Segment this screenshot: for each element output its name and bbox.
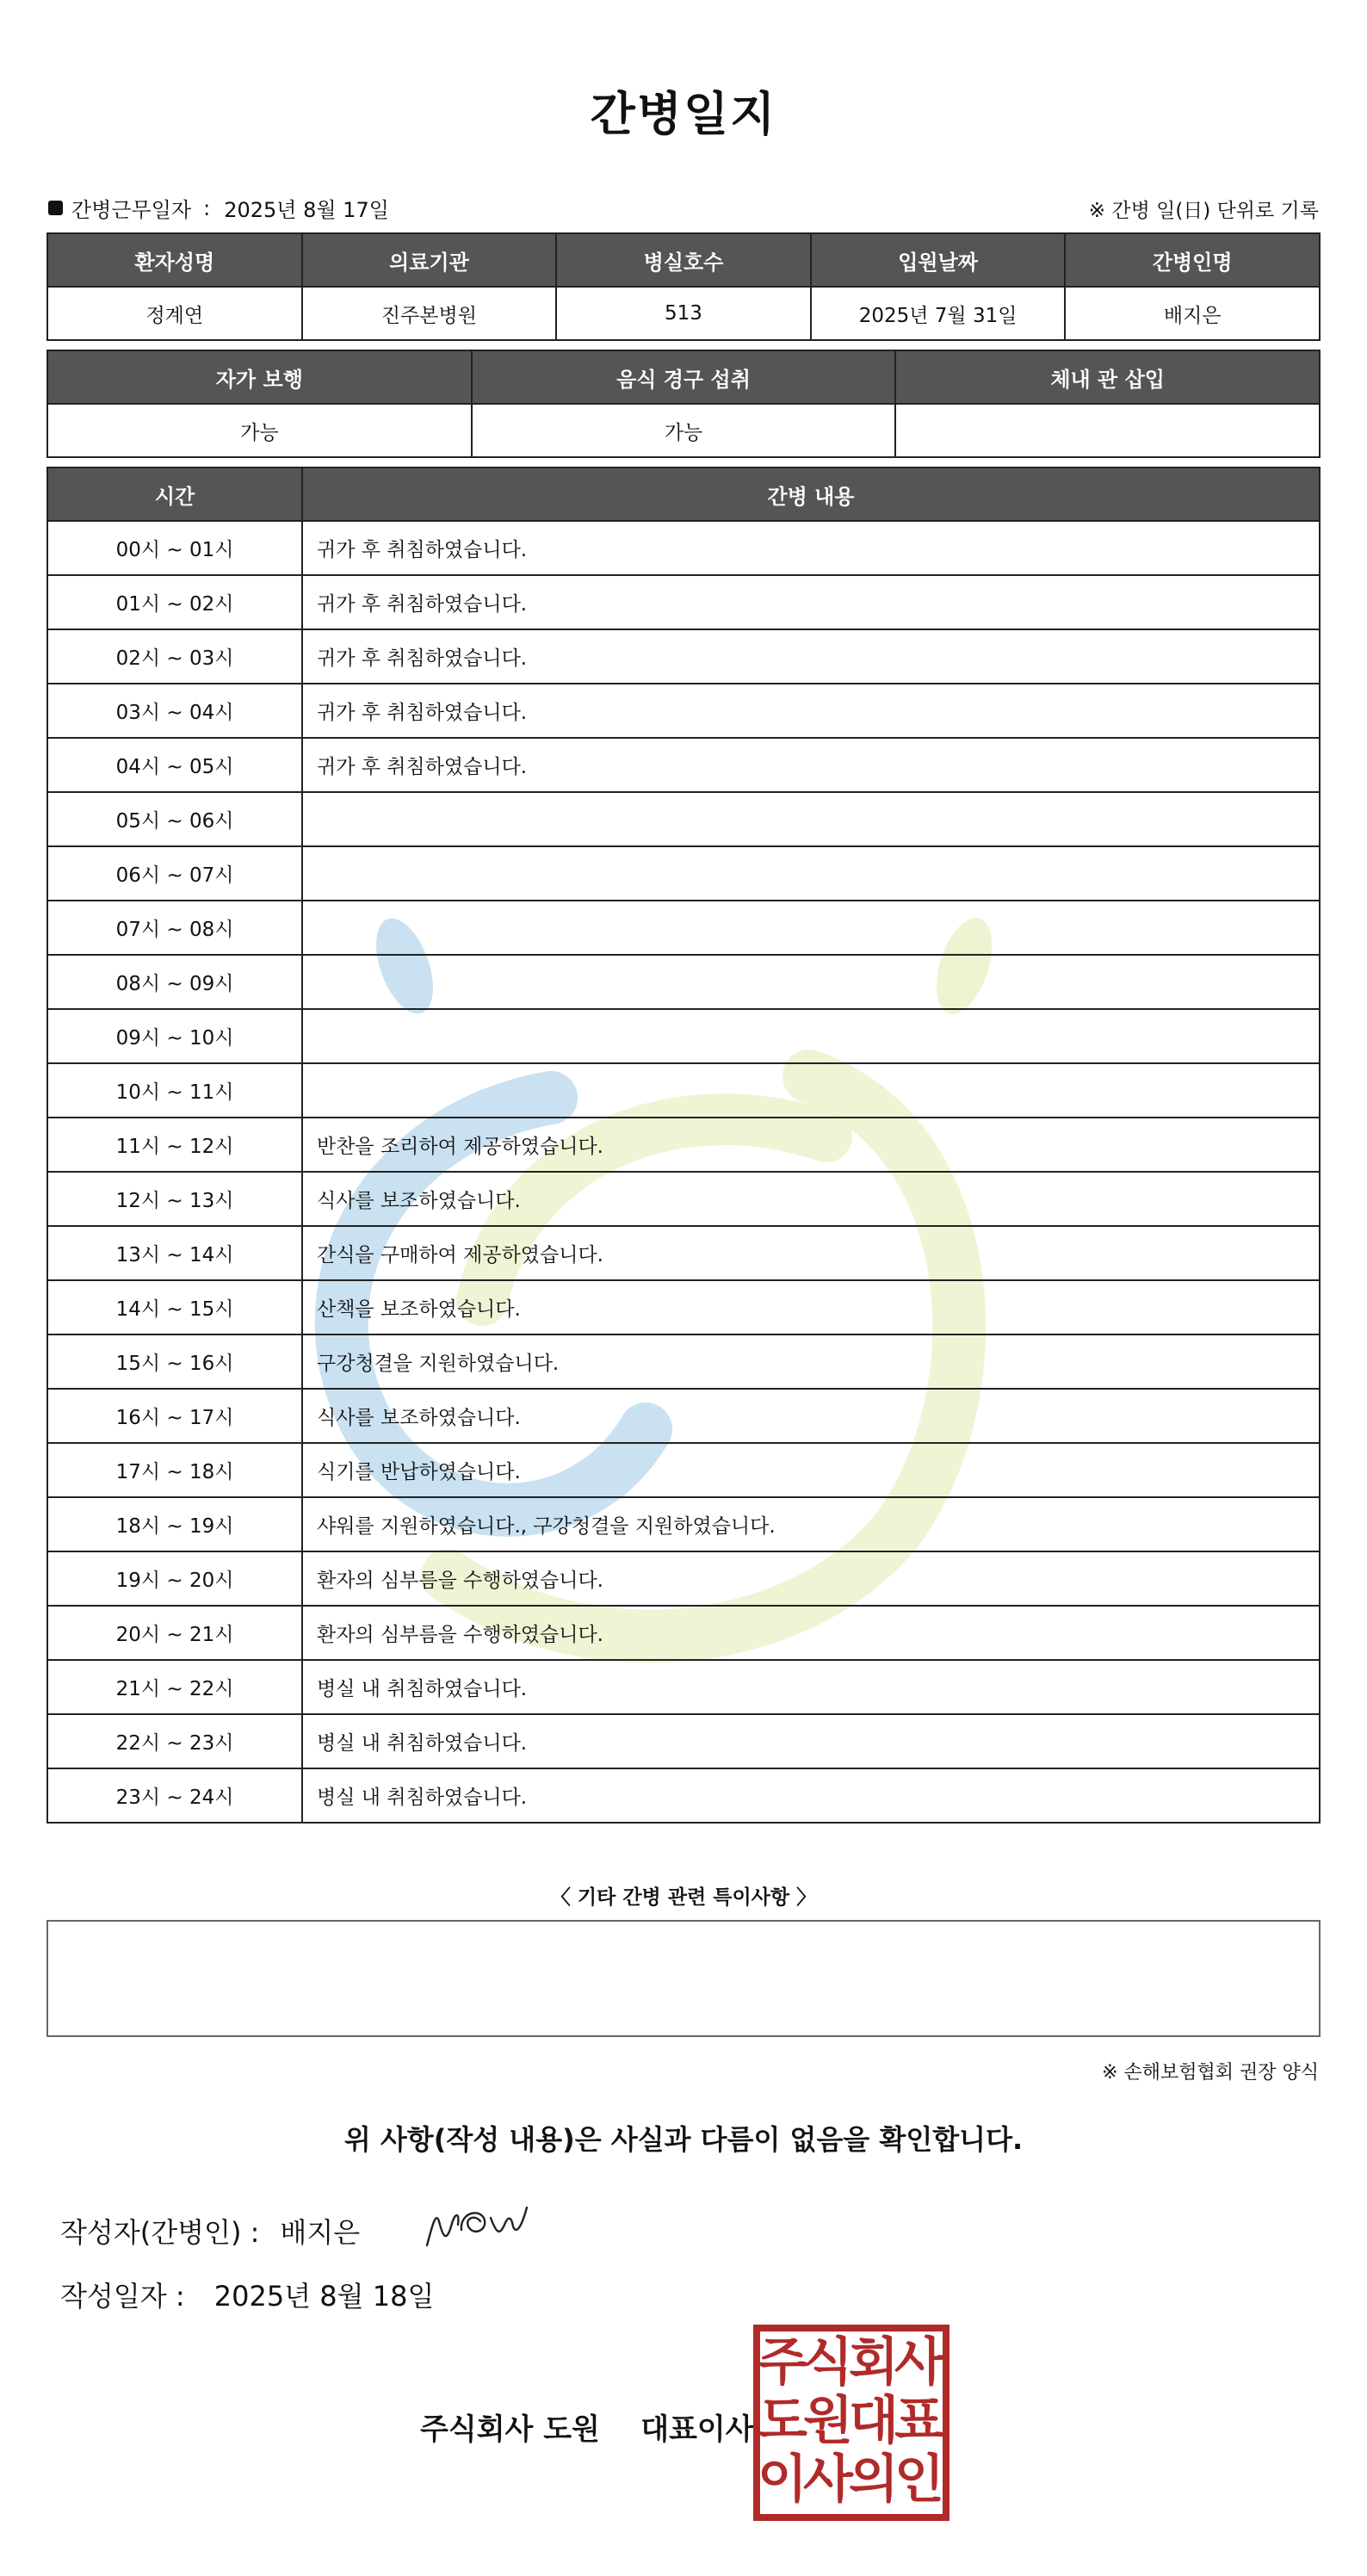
care-content-cell: 귀가 후 취침하였습니다. [302, 575, 1320, 629]
admission-date: 2025년 7월 31일 [811, 287, 1066, 340]
time-cell: 13시 ~ 14시 [47, 1226, 302, 1280]
stamp-glyph: 사 [894, 2332, 944, 2393]
table-row [47, 521, 1320, 575]
care-content-cell: 귀가 후 취침하였습니다. [302, 684, 1320, 738]
work-date-value: 2025년 8월 17일 [224, 198, 389, 222]
time-cell: 09시 ~ 10시 [47, 1009, 302, 1063]
work-date-label: 간병근무일자 [71, 198, 192, 222]
time-cell: 05시 ~ 06시 [47, 792, 302, 846]
table-row [47, 1389, 1320, 1443]
notes-title: 〈 기타 간병 관련 특이사항 〉 [550, 1886, 817, 1909]
table-row [47, 1118, 1320, 1172]
care-content-cell: 귀가 후 취침하였습니다. [302, 521, 1320, 575]
time-cell: 08시 ~ 09시 [47, 955, 302, 1009]
time-cell: 16시 ~ 17시 [47, 1389, 302, 1443]
table-row [47, 1063, 1320, 1118]
care-content-cell: 산책을 보조하였습니다. [302, 1280, 1320, 1334]
stamp-glyph: 도 [758, 2391, 807, 2451]
time-cell: 22시 ~ 23시 [47, 1714, 302, 1768]
time-cell: 17시 ~ 18시 [47, 1443, 302, 1497]
written-date-line [60, 2275, 434, 2314]
written-date-value: 2025년 8월 18일 [213, 2280, 435, 2313]
header-time: 시간 [47, 468, 302, 521]
table-row [47, 575, 1320, 629]
time-cell: 00시 ~ 01시 [47, 521, 302, 575]
time-cell: 23시 ~ 24시 [47, 1768, 302, 1823]
company-signature-line: 주식회사 도원 대표이사 [420, 2412, 754, 2447]
table-row [47, 1009, 1320, 1063]
care-content-cell: 환자의 심부름을 수행하였습니다. [302, 1551, 1320, 1606]
notes-box [46, 1920, 1321, 2037]
care-content-cell [302, 846, 1320, 901]
table-row [47, 1280, 1320, 1334]
care-content-cell [302, 901, 1320, 955]
header-self-walking: 자가 보행 [47, 350, 472, 404]
stamp-glyph: 대 [849, 2391, 899, 2451]
header-patient-name: 환자성명 [47, 233, 302, 287]
time-cell: 21시 ~ 22시 [47, 1660, 302, 1714]
oral-intake-value: 가능 [472, 404, 896, 457]
work-date-separator: : [203, 195, 211, 220]
recommend-note: ※ 손해보험협회 권장 양식 [1102, 2062, 1319, 2084]
self-walking-value: 가능 [47, 404, 472, 457]
work-date-line [48, 193, 389, 223]
caregiver-name: 배지은 [1065, 287, 1320, 340]
care-content-cell: 귀가 후 취침하였습니다. [302, 629, 1320, 684]
time-cell: 06시 ~ 07시 [47, 846, 302, 901]
time-cell: 11시 ~ 12시 [47, 1118, 302, 1172]
table-row [47, 1443, 1320, 1497]
table-row [47, 738, 1320, 792]
care-content-cell: 병실 내 취침하였습니다. [302, 1660, 1320, 1714]
stamp-glyph: 사 [803, 2449, 853, 2510]
care-content-cell: 식기를 반납하였습니다. [302, 1443, 1320, 1497]
care-content-cell [302, 792, 1320, 846]
header-tube-insertion: 체내 관 삽입 [895, 350, 1320, 404]
care-content-cell [302, 955, 1320, 1009]
care-content-cell: 구강청결을 지원하였습니다. [302, 1334, 1320, 1389]
care-content-cell: 환자의 심부름을 수행하였습니다. [302, 1606, 1320, 1660]
stamp-glyph: 식 [803, 2332, 853, 2393]
stamp-glyph: 인 [894, 2449, 944, 2510]
stamp-glyph: 회 [849, 2332, 899, 2393]
table-row [47, 684, 1320, 738]
time-cell: 01시 ~ 02시 [47, 575, 302, 629]
table-row [47, 1172, 1320, 1226]
time-cell: 15시 ~ 16시 [47, 1334, 302, 1389]
time-cell: 19시 ~ 20시 [47, 1551, 302, 1606]
writer-label: 작성자(간병인) : [60, 2216, 260, 2249]
care-content-cell: 병실 내 취침하였습니다. [302, 1768, 1320, 1823]
header-admission-date: 입원날짜 [811, 233, 1066, 287]
table-row [47, 1606, 1320, 1660]
table-row [47, 901, 1320, 955]
table-row [47, 1714, 1320, 1768]
care-log-body [47, 521, 1320, 1823]
patient-name: 정계연 [47, 287, 302, 340]
care-content-cell: 간식을 구매하여 제공하였습니다. [302, 1226, 1320, 1280]
time-cell: 18시 ~ 19시 [47, 1497, 302, 1551]
written-date-label: 작성일자 : [60, 2280, 185, 2313]
table-row [47, 629, 1320, 684]
time-cell: 20시 ~ 21시 [47, 1606, 302, 1660]
confirm-statement: 위 사항(작성 내용)은 사실과 다름이 없음을 확인합니다. [343, 2123, 1024, 2156]
writer-name: 배지은 [280, 2216, 361, 2249]
table-row [47, 1497, 1320, 1551]
care-content-cell [302, 1009, 1320, 1063]
signature [420, 2192, 541, 2261]
header-room: 병실호수 [556, 233, 811, 287]
tube-insertion-value [895, 404, 1320, 457]
company-seal-stamp [753, 2325, 949, 2521]
table-row [47, 1226, 1320, 1280]
table-row [47, 846, 1320, 901]
unit-note: ※ 간병 일(日) 단위로 기록 [1088, 200, 1319, 222]
patient-status-table [46, 350, 1321, 458]
care-content-cell: 병실 내 취침하였습니다. [302, 1714, 1320, 1768]
header-oral-intake: 음식 경구 섭취 [472, 350, 896, 404]
time-cell: 02시 ~ 03시 [47, 629, 302, 684]
care-content-cell: 귀가 후 취침하였습니다. [302, 738, 1320, 792]
table-row [47, 1334, 1320, 1389]
page-title: 간병일지 [590, 87, 777, 141]
time-cell: 03시 ~ 04시 [47, 684, 302, 738]
time-cell: 04시 ~ 05시 [47, 738, 302, 792]
table-row [47, 955, 1320, 1009]
time-cell: 07시 ~ 08시 [47, 901, 302, 955]
patient-info-table [46, 232, 1321, 341]
stamp-glyph: 원 [803, 2391, 853, 2451]
care-content-cell: 식사를 보조하였습니다. [302, 1389, 1320, 1443]
care-content-cell: 샤워를 지원하였습니다., 구강청결을 지원하였습니다. [302, 1497, 1320, 1551]
bullet-icon [48, 201, 63, 215]
care-content-cell [302, 1063, 1320, 1118]
header-hospital: 의료기관 [302, 233, 557, 287]
table-row [47, 792, 1320, 846]
hospital-name: 진주본병원 [302, 287, 557, 340]
care-log-table [46, 467, 1321, 1824]
time-cell: 12시 ~ 13시 [47, 1172, 302, 1226]
table-row [47, 1551, 1320, 1606]
stamp-glyph: 주 [758, 2332, 807, 2393]
header-caregiver-name: 간병인명 [1065, 233, 1320, 287]
stamp-glyph: 의 [849, 2449, 899, 2510]
writer-line [60, 2211, 360, 2251]
time-cell: 10시 ~ 11시 [47, 1063, 302, 1118]
stamp-glyph: 표 [894, 2391, 944, 2451]
care-content-cell: 식사를 보조하였습니다. [302, 1172, 1320, 1226]
stamp-glyph: 이 [758, 2449, 807, 2510]
time-cell: 14시 ~ 15시 [47, 1280, 302, 1334]
header-care-content: 간병 내용 [302, 468, 1320, 521]
table-row [47, 1660, 1320, 1714]
table-row [47, 1768, 1320, 1823]
room-number: 513 [556, 287, 811, 340]
care-content-cell: 반찬을 조리하여 제공하였습니다. [302, 1118, 1320, 1172]
